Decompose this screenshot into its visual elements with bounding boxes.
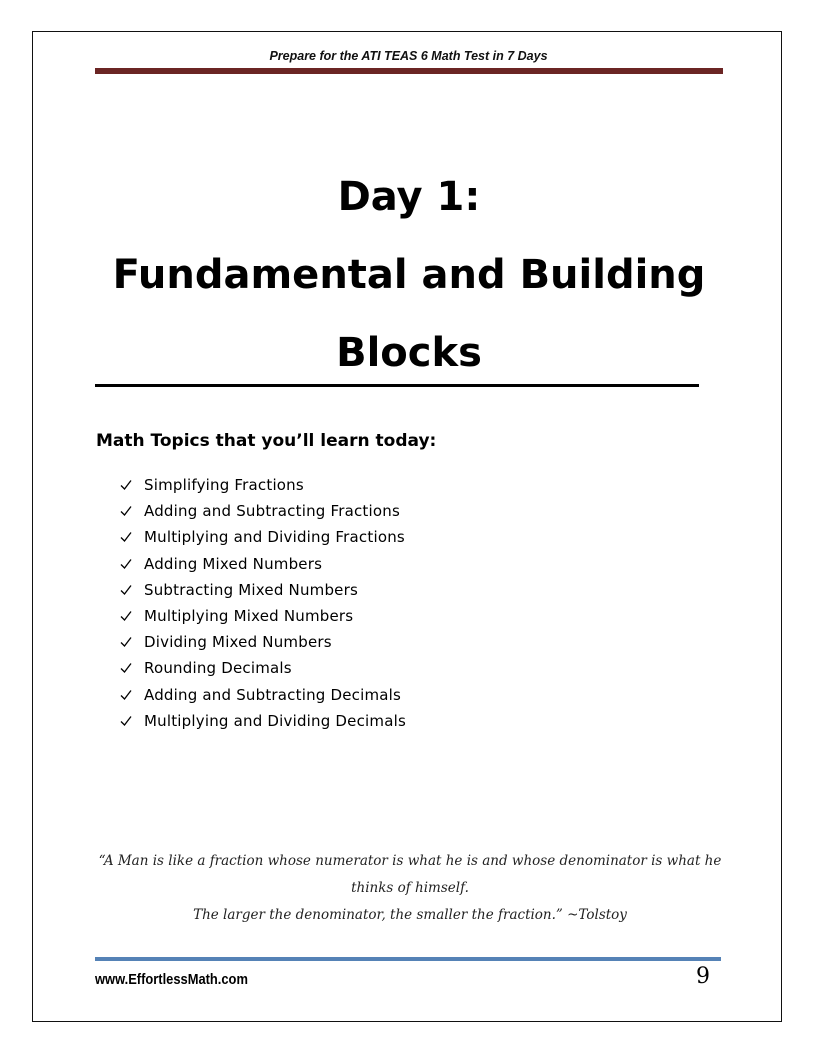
running-header: Prepare for the ATI TEAS 6 Math Test in 7 Days: [269, 49, 548, 63]
title-rule: [95, 384, 699, 387]
topic-label: Subtracting Mixed Numbers: [144, 580, 358, 599]
list-item: [120, 524, 406, 550]
quote-line-2: The larger the denominator, the smaller the fraction.” ~Tolstoy: [193, 907, 627, 923]
topic-label: Adding and Subtracting Fractions: [144, 502, 400, 521]
checkmark-icon: [120, 715, 132, 727]
checkmark-icon: [120, 505, 132, 517]
checkmark-icon: [120, 584, 132, 596]
list-item: [120, 629, 406, 655]
checkmark-icon: [120, 610, 132, 622]
topics-heading: Math Topics that you’ll learn today:: [96, 431, 437, 451]
checkmark-icon: [120, 662, 132, 674]
topic-label: Rounding Decimals: [144, 659, 292, 678]
topic-list: [120, 472, 406, 734]
footer-rule: [95, 957, 721, 961]
checkmark-icon: [120, 479, 132, 491]
chapter-title-line-2: Fundamental and Building: [112, 252, 706, 298]
page-number: 9: [696, 964, 710, 989]
tolstoy-quote: [96, 848, 724, 929]
list-item: [120, 682, 406, 708]
list-item: [120, 551, 406, 577]
topic-label: Dividing Mixed Numbers: [144, 633, 332, 652]
topic-label: Multiplying and Dividing Fractions: [144, 528, 405, 547]
topic-label: Adding Mixed Numbers: [144, 554, 323, 573]
checkmark-icon: [120, 531, 132, 543]
list-item: [120, 603, 406, 629]
header-rule: [95, 68, 723, 74]
list-item: [120, 577, 406, 603]
checkmark-icon: [120, 558, 132, 570]
topic-label: Multiplying Mixed Numbers: [144, 607, 354, 626]
chapter-title: [95, 158, 723, 392]
list-item: [120, 472, 406, 498]
checkmark-icon: [120, 689, 132, 701]
quote-line-1: “A Man is like a fraction whose numerator is what he is and whose denominator is what he thinks of himself.: [98, 853, 722, 896]
list-item: [120, 655, 406, 681]
list-item: [120, 498, 406, 524]
list-item: [120, 708, 406, 734]
footer-website: www.EffortlessMath.com: [95, 971, 248, 988]
topic-label: Simplifying Fractions: [144, 476, 304, 495]
topic-label: Adding and Subtracting Decimals: [144, 685, 402, 704]
chapter-title-line-1: Day 1:: [337, 174, 481, 220]
checkmark-icon: [120, 636, 132, 648]
topic-label: Multiplying and Dividing Decimals: [144, 711, 407, 730]
chapter-title-line-3: Blocks: [336, 330, 482, 376]
